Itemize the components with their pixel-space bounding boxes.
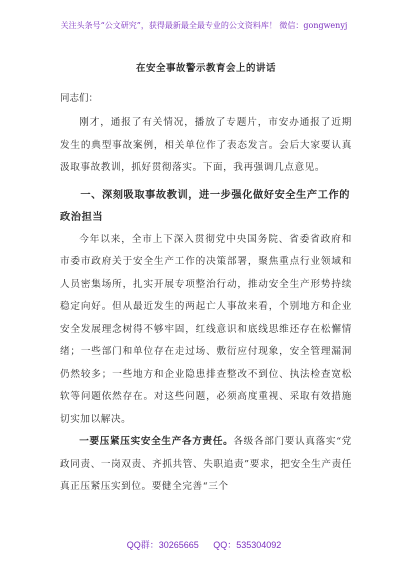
footer-qq: QQ：535304092 (213, 540, 282, 550)
paragraph-2: 今年以来，全市上下深入贯彻党中央国务院、省委省政府和市委市政府关于安全生产工作的决策部署，聚焦重点行业领域和人员密集场所，扎实开展专项整治行动，推动安全生产形势持续稳定向好。但从最近发生的两起亡人事故来看，个别地方和企业安全发展理念树得不够牢固，红线意识和底线思维还存在松懈情绪；一些部门和单位存在走过场、敷衍应付现象，安全管理漏洞仍然较多；一些地方和企业隐患排查整改不到位、执法检查宽松软等问题依然存在。对这些问题，必须高度重视、采取有效措施切实加以解决。 (60, 233, 352, 425)
paragraph-3-text: 各级各部门要认真落实“党政同责、一岗双责、齐抓共管、失职追责”要求，把安全生产责任真正压紧压实到位。要健全完善“三个 (60, 436, 353, 492)
footer-qq-group: QQ群：30265665 (126, 540, 199, 550)
document-body (60, 62, 352, 499)
greeting: 同志们： (60, 93, 99, 104)
section-heading-1: 一、深刻吸取事故教训，进一步强化做好安全生产工作的政治担当 (60, 188, 351, 223)
paragraph-3-lead: 一要压紧压实安全生产各方责任。 (79, 436, 234, 447)
footer-contact (0, 538, 408, 551)
paragraph-1: 刚才，通报了有关情况，播放了专题片，市安办通报了近期发生的典型事故案例，相关单位作了表态发言。会后大家要认真汲取事故教训，抓好贯彻落实。下面，我再强调几点意见。 (60, 117, 352, 173)
document-title: 在安全事故警示教育会上的讲话 (135, 63, 276, 74)
header-banner: 关注头条号“公文研究”，获得最新最全最专业的公文资料库！ 微信：gongwenyj (60, 21, 348, 30)
paragraph-3 (60, 431, 352, 499)
